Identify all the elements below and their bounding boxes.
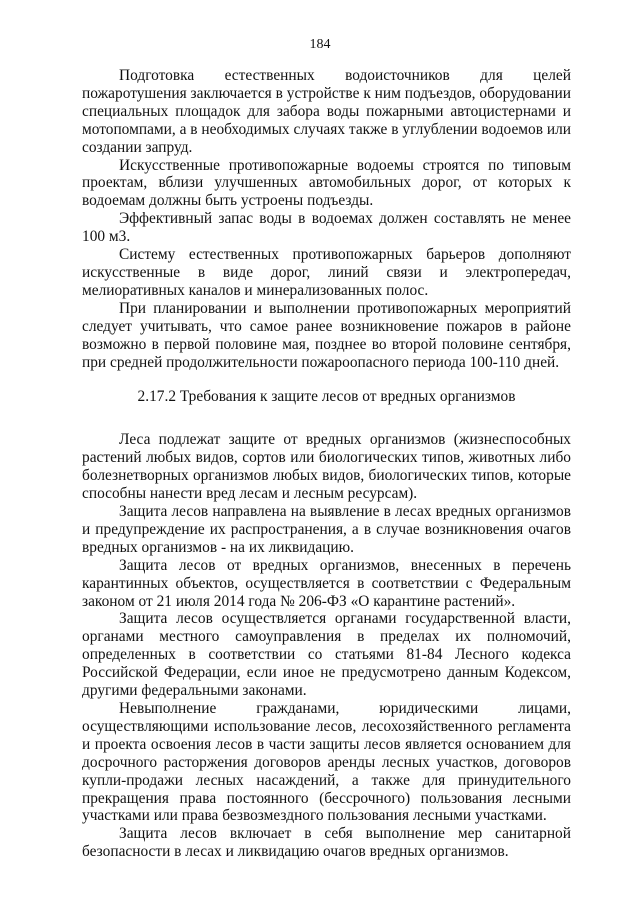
paragraph-fire-season: При планировании и выполнении противопожарных мероприятий следует учитывать, что самое ранее возникновение пожаров в районе возможно в первой половине мая, позднее во второй половине сентября, при средней продолжительности пожароопасного периода 100-110 дней. bbox=[82, 299, 571, 371]
paragraph-artificial-reservoirs: Искусственные противопожарные водоемы строятся по типовым проектам, вблизи улучшенных автомобильных дорог, от которых к водоемам должны быть устроены подъезды. bbox=[82, 156, 571, 210]
page-number: 184 bbox=[309, 37, 331, 52]
paragraph-water-sources: Подготовка естественных водоисточников для целей пожаротушения заключается в устройстве к ним подъездов, оборудовании специальных площадок для забора воды пожарными автоцистернами и мотопомпами, а в необходимых случаях также в углублении водоемов или создании запруд. bbox=[82, 67, 571, 156]
paragraph-quarantine: Защита лесов от вредных организмов, внесенных в перечень карантинных объектов, осуществляется в соответствии с Федеральным законом от 21 июля 2014 года № 206-ФЗ «О карантине растений». bbox=[82, 556, 571, 610]
paragraph-non-compliance: Невыполнение гражданами, юридическими лицами, осуществляющими использование лесов, лесохозяйственного регламента и проекта освоения лесов в части защиты лесов является основанием для досрочного расторжения договоров аренды лесных участков, договоров купли-продажи лесных насаждений, а также для принудительного прекращения права постоянного (бессрочного) пользования лесными участками или права безвозмездного пользования лесными участками. bbox=[82, 700, 571, 825]
section-heading: 2.17.2 Требования к защите лесов от вредных организмов bbox=[137, 388, 516, 406]
paragraph-harmful-organisms: Леса подлежат защите от вредных организмов (жизнеспособных растений любых видов, сортов или биологических типов, животных либо болезнетворных организмов любых видов, биологических типов, которые способны нанести вред лесам и лесным ресурсам). bbox=[82, 431, 571, 503]
paragraph-protection-purpose: Защита лесов направлена на выявление в лесах вредных организмов и предупреждение их распространения, а в случае возникновения очагов вредных организмов - на их ликвидацию. bbox=[82, 503, 571, 556]
paragraph-sanitary-measures: Защита лесов включает в себя выполнение мер санитарной безопасности в лесах и ликвидацию очагов вредных организмов. bbox=[82, 825, 571, 861]
paragraph-water-reserve: Эффективный запас воды в водоемах должен составлять не менее 100 м3. bbox=[82, 210, 571, 246]
page-body bbox=[82, 67, 571, 861]
paragraph-authorities: Защита лесов осуществляется органами государственной власти, органами местного самоуправления в пределах их полномочий, определенных в соответствии со статьями 81-84 Лесного кодекса Российской Федерации, если иное не предусмотрено данным Кодексом, другими федеральными законами. bbox=[82, 610, 571, 700]
paragraph-fire-barriers: Систему естественных противопожарных барьеров дополняют искусственные в виде дорог, линий связи и электропередач, мелиоративных каналов и минерализованных полос. bbox=[82, 246, 571, 299]
